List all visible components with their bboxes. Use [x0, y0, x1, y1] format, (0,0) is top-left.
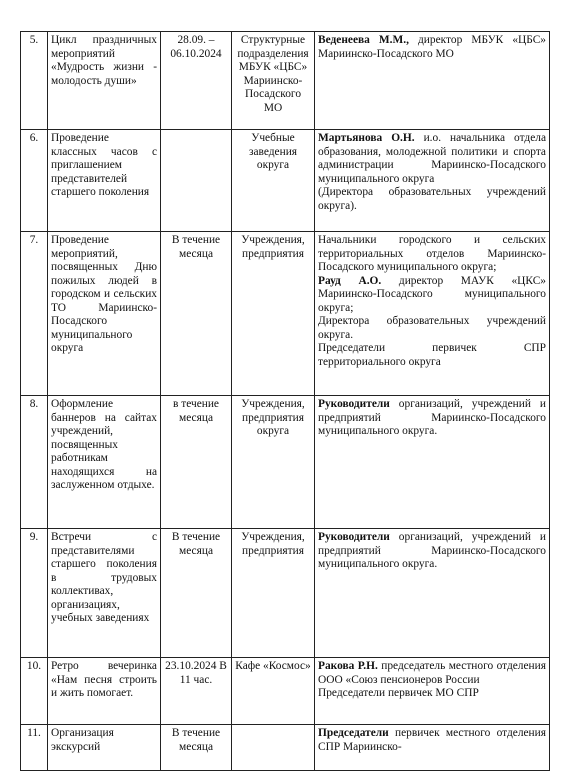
table-row: [21, 32, 550, 130]
table-row: [21, 130, 550, 232]
responsible-cell: [315, 529, 550, 658]
place-cell: Структурные подразделения МБУК «ЦБС» Мариинско-Посадского МО: [232, 32, 315, 130]
responsible-text: директор МБУК «ЦБС» Мариинско-Посадского МО: [318, 34, 546, 60]
responsible-name: Ракова Р.Н.: [318, 660, 378, 672]
responsible-text: организаций, учреждений и предприятий Мариинско-Посадского муниципального округа.: [318, 398, 546, 437]
row-number: 8.: [21, 396, 48, 529]
event-cell: Встречи с представителями старшего поколения в трудовых коллективах, организациях, учебных заведениях: [48, 529, 161, 658]
table-row: [21, 529, 550, 658]
responsible-text: председатель местного отделения ООО «Союз пенсионеров России: [318, 660, 546, 686]
date-cell: В течение месяца: [161, 529, 232, 658]
responsible-extra: (Директора образовательных учреждений округа).: [318, 186, 546, 212]
responsible-name: Веденеева М.М.,: [318, 34, 409, 46]
table-row: [21, 725, 550, 771]
event-cell: Цикл праздничных мероприятий «Мудрость жизни - молодость души»: [48, 32, 161, 130]
responsible-name: Руководители: [318, 531, 390, 543]
row-number: 10.: [21, 658, 48, 725]
date-cell: [161, 130, 232, 232]
responsible-text: организаций, учреждений и предприятий Мариинско-Посадского муниципального округа.: [318, 531, 546, 570]
date-cell: 28.09. – 06.10.2024: [161, 32, 232, 130]
event-cell: Оформление баннеров на сайтах учреждений, посвященных работникам находящихся на заслуженном отдыхе.: [48, 396, 161, 529]
responsible-name: Рауд А.О.: [318, 274, 382, 287]
date-cell: в течение месяца: [161, 396, 232, 529]
row-number: 5.: [21, 32, 48, 130]
date-cell: 23.10.2024 В 11 час.: [161, 658, 232, 725]
row-number: 11.: [21, 725, 48, 771]
date-cell: В течение месяца: [161, 725, 232, 771]
place-cell: Учреждения, предприятия: [232, 232, 315, 396]
table-row: [21, 396, 550, 529]
event-cell: Проведение классных часов с приглашением представителей старшего поколения: [48, 130, 161, 232]
plan-table: [20, 31, 550, 771]
table-row: [21, 232, 550, 396]
row-number: 9.: [21, 529, 48, 658]
place-cell: [232, 725, 315, 771]
table-row: [21, 658, 550, 725]
responsible-cell: [315, 130, 550, 232]
responsible-name: Руководители: [318, 398, 390, 410]
responsible-cell: [315, 32, 550, 130]
responsible-cell: [315, 232, 550, 396]
place-cell: Учреждения, предприятия округа: [232, 396, 315, 529]
row-number: 7.: [21, 232, 48, 396]
row-number: 6.: [21, 130, 48, 232]
responsible-name: Председатели: [318, 727, 389, 739]
responsible-cell: [315, 725, 550, 771]
place-cell: Кафе «Космос»: [232, 658, 315, 725]
responsible-extra: Директора образовательных учреждений округа.: [318, 315, 546, 341]
place-cell: Учебные заведения округа: [232, 130, 315, 232]
responsible-cell: [315, 658, 550, 725]
event-cell: Ретро вечеринка «Нам песня строить и жить помогает.: [48, 658, 161, 725]
responsible-extra: Председатели первичек МО СПР: [318, 687, 479, 699]
place-cell: Учреждения, предприятия: [232, 529, 315, 658]
date-cell: В течение месяца: [161, 232, 232, 396]
responsible-text: первичек местного отделения СПР Мариинско-: [318, 727, 546, 753]
responsible-text: директор МАУК «ЦКС» Мариинско-Посадского муниципального округа;: [318, 274, 546, 314]
event-cell: Проведение мероприятий, посвященных Дню пожилых людей в городском и сельских ТО Мариинско-Посадского муниципального округа: [48, 232, 161, 396]
responsible-cell: [315, 396, 550, 529]
event-cell: Организация экскурсий: [48, 725, 161, 771]
responsible-text: Начальники городского и сельских территориальных отделов Мариинско-Посадского муниципального округа;: [318, 234, 546, 273]
responsible-name: Мартьянова О.Н.: [318, 132, 415, 144]
responsible-extra: Председатели первичек СПР территориального округа: [318, 342, 546, 368]
responsible-text: и.о. начальника отдела образования, молодежной политики и спорта администрации Мариинско-Посадского муниципального округа: [318, 132, 546, 185]
